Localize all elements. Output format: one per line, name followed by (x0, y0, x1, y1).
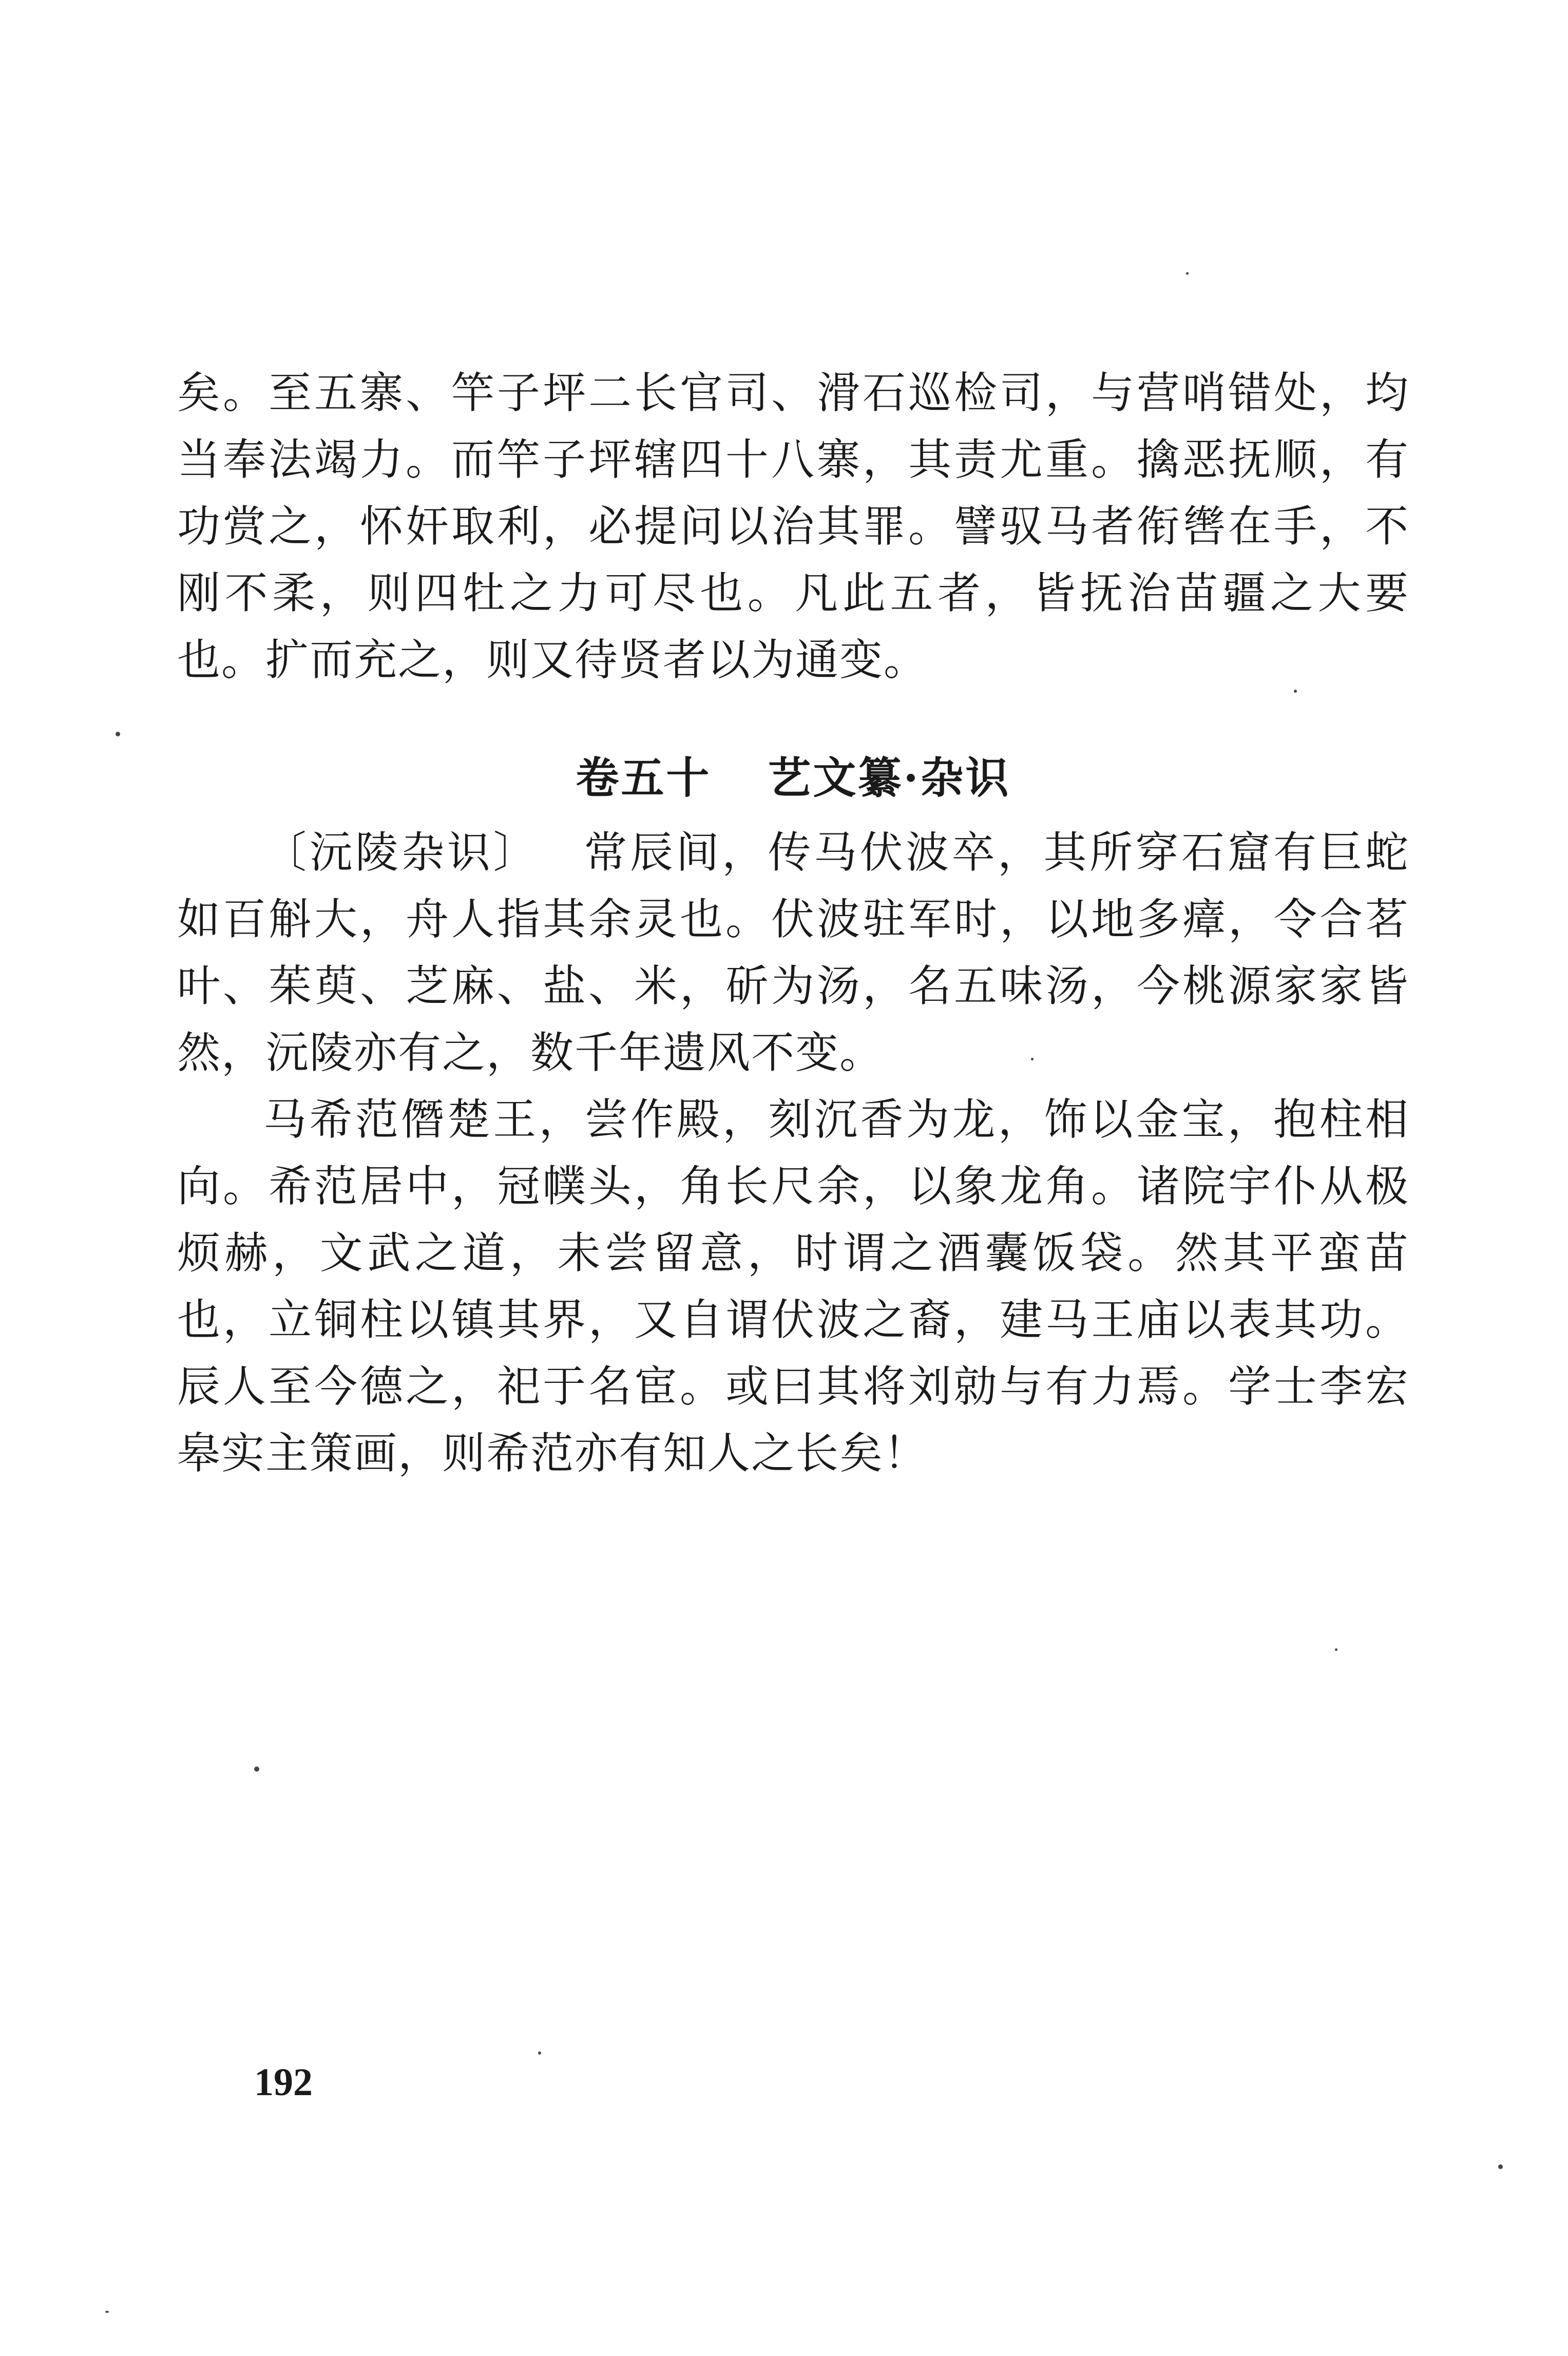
section-title: 艺文纂·杂识 (768, 752, 1011, 803)
scan-speck (1498, 2164, 1503, 2169)
section-heading (177, 745, 1409, 811)
top-paragraph: 矣。至五寨、竿子坪二长官司、滑石巡检司，与营哨错处，均当奉法竭力。而竿子坪辖四十八寨，其责尤重。擒恶抚顺，有功赏之，怀奸取利，必提问以治其罪。譬驭马者衔辔在手，不刚不柔，则四牡之力可尽也。凡此五者，皆抚治苗疆之大要也。扩而充之，则又待贤者以为通变。 (177, 368, 1409, 685)
scan-speck (538, 2051, 541, 2055)
scan-speck (1186, 272, 1189, 275)
top-paragraph-block (177, 359, 1409, 693)
scan-speck (1031, 1058, 1034, 1060)
paragraph-yuanling-text: 常辰间，传马伏波卒，其所穿石窟有巨蛇如百斛大，舟人指其余灵也。伏波驻军时，以地多瘴，令合茗叶、茱萸、芝麻、盐、米，斫为汤，名五味汤，今桃源家家皆然，沅陵亦有之，数千年遗风不变。 (177, 827, 1409, 1078)
scan-speck (254, 1766, 259, 1772)
scan-speck (116, 732, 120, 736)
paragraph-tag: 〔沅陵杂识〕 (263, 827, 539, 878)
page-number: 192 (254, 2061, 313, 2104)
paragraph-ma-xifan: 马希范僭楚王，尝作殿，刻沉香为龙，饰以金宝，抱柱相向。希范居中，冠幞头，角长尺余，以象龙角。诸院宇仆从极烦赫，文武之道，未尝留意，时谓之酒囊饭袋。然其平蛮苗也，立铜柱以镇其界，又自谓伏波之裔，建马王庙以表其功。辰人至今德之，祀于名宦。或曰其将刘勍与有力焉。学士李宏皋实主策画，则希范亦有知人之长矣！ (177, 1094, 1409, 1478)
scan-speck (1294, 690, 1297, 693)
body-paragraphs (177, 819, 1409, 1487)
scan-speck (105, 2311, 109, 2313)
paragraph-yuanling (177, 819, 1409, 1086)
scan-speck (1335, 1648, 1337, 1651)
volume-label: 卷五十 (576, 752, 712, 803)
